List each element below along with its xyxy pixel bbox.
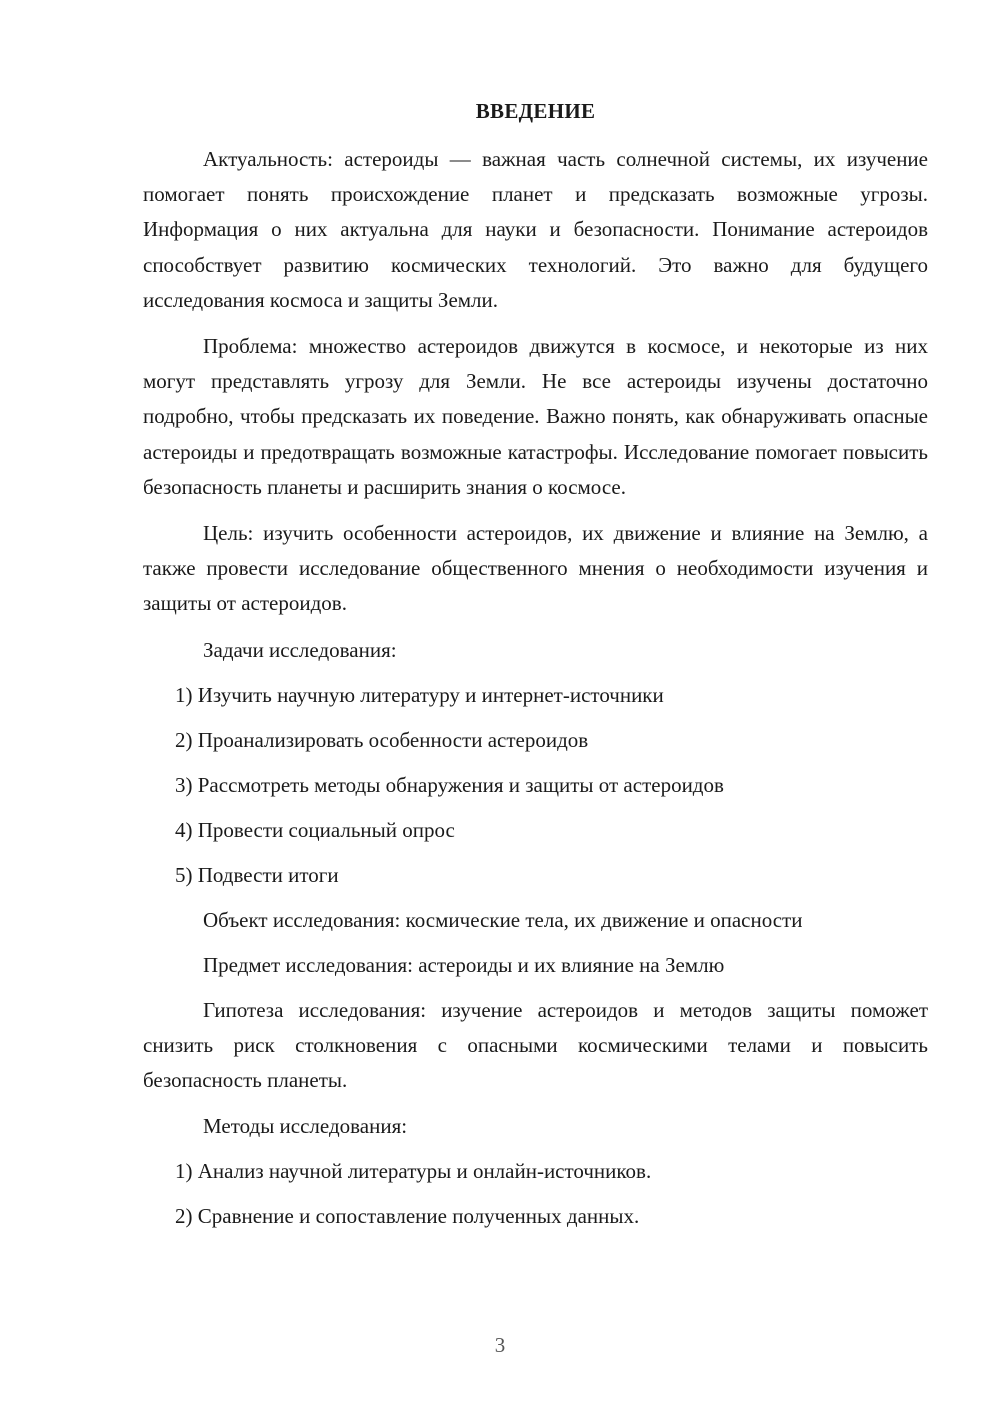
- section-title: ВВЕДЕНИЕ: [475, 99, 596, 123]
- goal-paragraph: Цель: изучить особенности астероидов, их движение и влияние на Землю, а также провести исследование общественного мнения о необходимости изучения и защиты от астероидов.: [143, 521, 928, 616]
- problem-paragraph: Проблема: множество астероидов движутся в космосе, и некоторые из них могут представлять угрозу для Земли. Не все астероиды изучены достаточно подробно, чтобы предсказать их поведение. Важно понять, как обнаруживать опасные астероиды и предотвращать возможные катастрофы. Исследование помогает повысить безопасность планеты и расширить знания о космосе.: [143, 334, 928, 499]
- subject-line: Предмет исследования: астероиды и их влияние на Землю: [203, 952, 725, 977]
- list-item: 1) Анализ научной литературы и онлайн-источников.: [175, 1159, 652, 1184]
- list-item: 4) Провести социальный опрос: [175, 817, 455, 842]
- page-content: [143, 94, 928, 1244]
- tasks-heading: Задачи исследования:: [203, 637, 397, 662]
- list-item: 3) Рассмотреть методы обнаружения и защиты от астероидов: [175, 772, 724, 797]
- hypothesis-paragraph: Гипотеза исследования: изучение астероидов и методов защиты поможет снизить риск столкновения с опасными космическими телами и повысить безопасность планеты.: [143, 997, 928, 1093]
- list-item: 2) Проанализировать особенности астероидов: [175, 727, 589, 752]
- list-item: 5) Подвести итоги: [175, 862, 339, 887]
- page-number: 3: [494, 1333, 506, 1357]
- methods-heading: Методы исследования:: [203, 1114, 408, 1139]
- object-line: Объект исследования: космические тела, их движение и опасности: [203, 907, 803, 932]
- relevance-paragraph: Актуальность: астероиды — важная часть солнечной системы, их изучение помогает понять происхождение планет и предсказать возможные угрозы. Информация о них актуальна для науки и безопасности. Понимание астероидов способствует развитию космических технологий. Это важно для будущего исследования космоса и защиты Земли.: [143, 147, 928, 312]
- methods-list: [143, 1154, 928, 1234]
- list-item: 2) Сравнение и сопоставление полученных данных.: [175, 1204, 640, 1229]
- list-item: 1) Изучить научную литературу и интернет-источники: [175, 682, 664, 707]
- tasks-list: [143, 678, 928, 893]
